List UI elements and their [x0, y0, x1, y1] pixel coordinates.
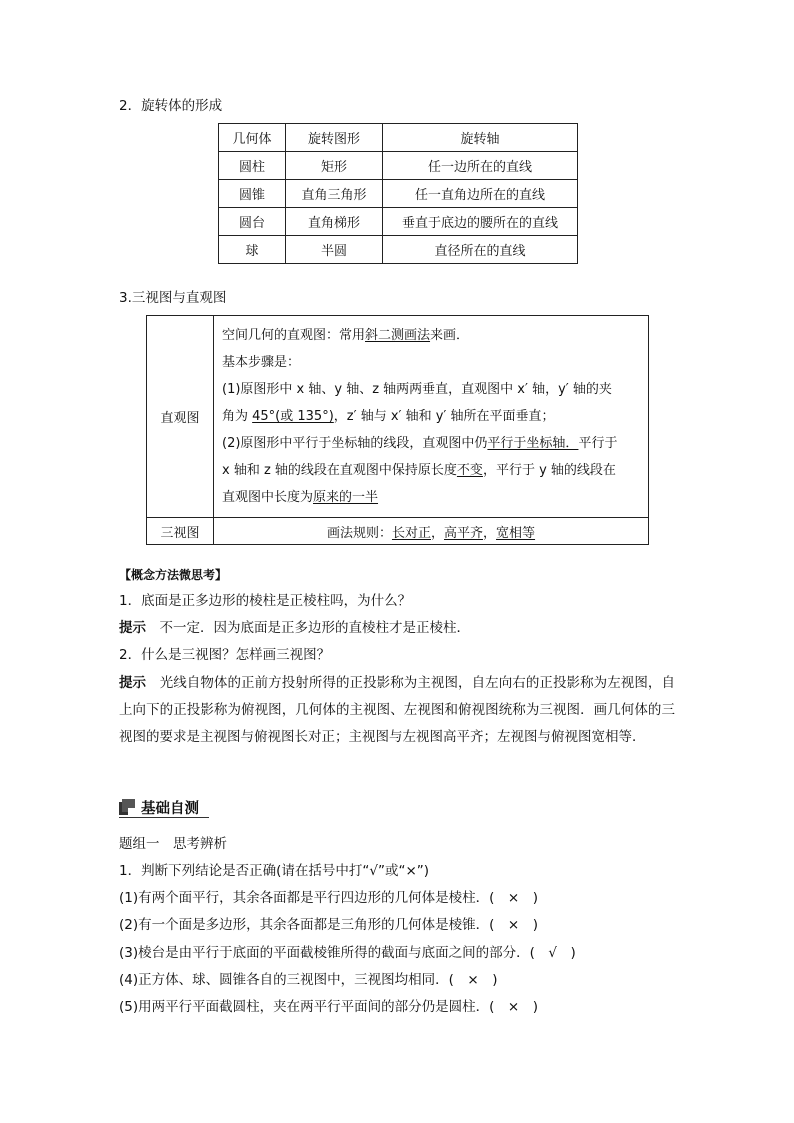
think-heading: 【概念方法微思考】 [119, 568, 228, 582]
table-row [219, 180, 578, 208]
text-line: 直观图中长度为原来的一半 [222, 490, 379, 505]
threeview-label: 三视图 [147, 518, 214, 545]
text-line: 基本步骤是： [222, 355, 301, 370]
text-line: 角为 45°(或 135°)，z′ 轴与 x′ 轴和 y′ 轴所在平面垂直； [222, 409, 555, 424]
list-item: (1)有两个面平行，其余各面都是平行四边形的几何体是棱柱．( × ) [119, 890, 538, 906]
table-header-cell: 几何体 [219, 124, 286, 152]
table-header-cell: 旋转轴 [383, 124, 578, 152]
table-row [219, 236, 578, 264]
table-cell: 直角梯形 [286, 208, 383, 236]
section-title-views: 3.三视图与直观图 [119, 290, 227, 306]
text-line: x 轴和 z 轴的线段在直观图中保持原长度不变，平行于 y 轴的线段在 [222, 463, 616, 478]
section-title-rotation: 2．旋转体的形成 [119, 98, 223, 114]
views-table [146, 315, 649, 545]
text-line: 空间几何的直观图：常用斜二测画法来画． [222, 328, 470, 343]
intuitive-content [214, 316, 649, 518]
judge-question: 1．判断下列结论是否正确(请在括号中打“√”或“×”) [119, 863, 430, 879]
table-cell: 半圆 [286, 236, 383, 264]
rotation-table [218, 123, 578, 264]
list-item: (5)用两平行平面截圆柱，夹在两平行平面间的部分仍是圆柱．( × ) [119, 999, 538, 1015]
text-line: (1)原图形中 x 轴、y 轴、z 轴两两垂直，直观图中 x′ 轴，y′ 轴的夹 [222, 382, 612, 397]
table-cell: 垂直于底边的腰所在的直线 [383, 208, 578, 236]
table-row [219, 208, 578, 236]
table-row [147, 316, 649, 518]
basics-heading: 基础自测 [141, 801, 199, 817]
section-square-icon [119, 799, 135, 815]
basics-section-bar [119, 794, 209, 818]
table-row [147, 518, 649, 545]
list-item: (4)正方体、球、圆锥各自的三视图中，三视图均相同．( × ) [119, 972, 498, 988]
table-cell: 球 [219, 236, 286, 264]
intuitive-label: 直观图 [147, 316, 214, 518]
table-cell: 圆锥 [219, 180, 286, 208]
question-2: 2．什么是三视图？怎样画三视图？ [119, 647, 331, 663]
table-header-cell: 旋转图形 [286, 124, 383, 152]
list-item: (2)有一个面是多边形，其余各面都是三角形的几何体是棱锥．( × ) [119, 917, 538, 933]
table-cell: 直径所在的直线 [383, 236, 578, 264]
answer-1: 提示 不一定．因为底面是正多边形的直棱柱才是正棱柱． [119, 620, 470, 636]
table-cell: 圆柱 [219, 152, 286, 180]
table-header-row [219, 124, 578, 152]
text-line: (2)原图形中平行于坐标轴的线段，直观图中仍平行于坐标轴．平行于 [222, 436, 618, 451]
threeview-content: 画法规则：长对正，高平齐，宽相等 [214, 518, 649, 545]
table-cell: 任一直角边所在的直线 [383, 180, 578, 208]
question-1: 1．底面是正多边形的棱柱是正棱柱吗，为什么？ [119, 593, 412, 609]
question-group: 题组一 思考辨析 [119, 836, 227, 852]
list-item: (3)棱台是由平行于底面的平面截棱锥所得的截面与底面之间的部分．( √ ) [119, 945, 576, 961]
table-row [219, 152, 578, 180]
answer-2: 提示 光线自物体的正前方投射所得的正投影称为主视图，自左向右的正投影称为左视图，自上向下的正投影称为俯视图，几何体的主视图、左视图和俯视图统称为三视图．画几何体的三视图的要求是主视图与俯视图长对正；主视图与左视图高平齐；左视图与俯视图宽相等． [119, 675, 675, 745]
table-cell: 任一边所在的直线 [383, 152, 578, 180]
table-cell: 直角三角形 [286, 180, 383, 208]
table-cell: 矩形 [286, 152, 383, 180]
table-cell: 圆台 [219, 208, 286, 236]
